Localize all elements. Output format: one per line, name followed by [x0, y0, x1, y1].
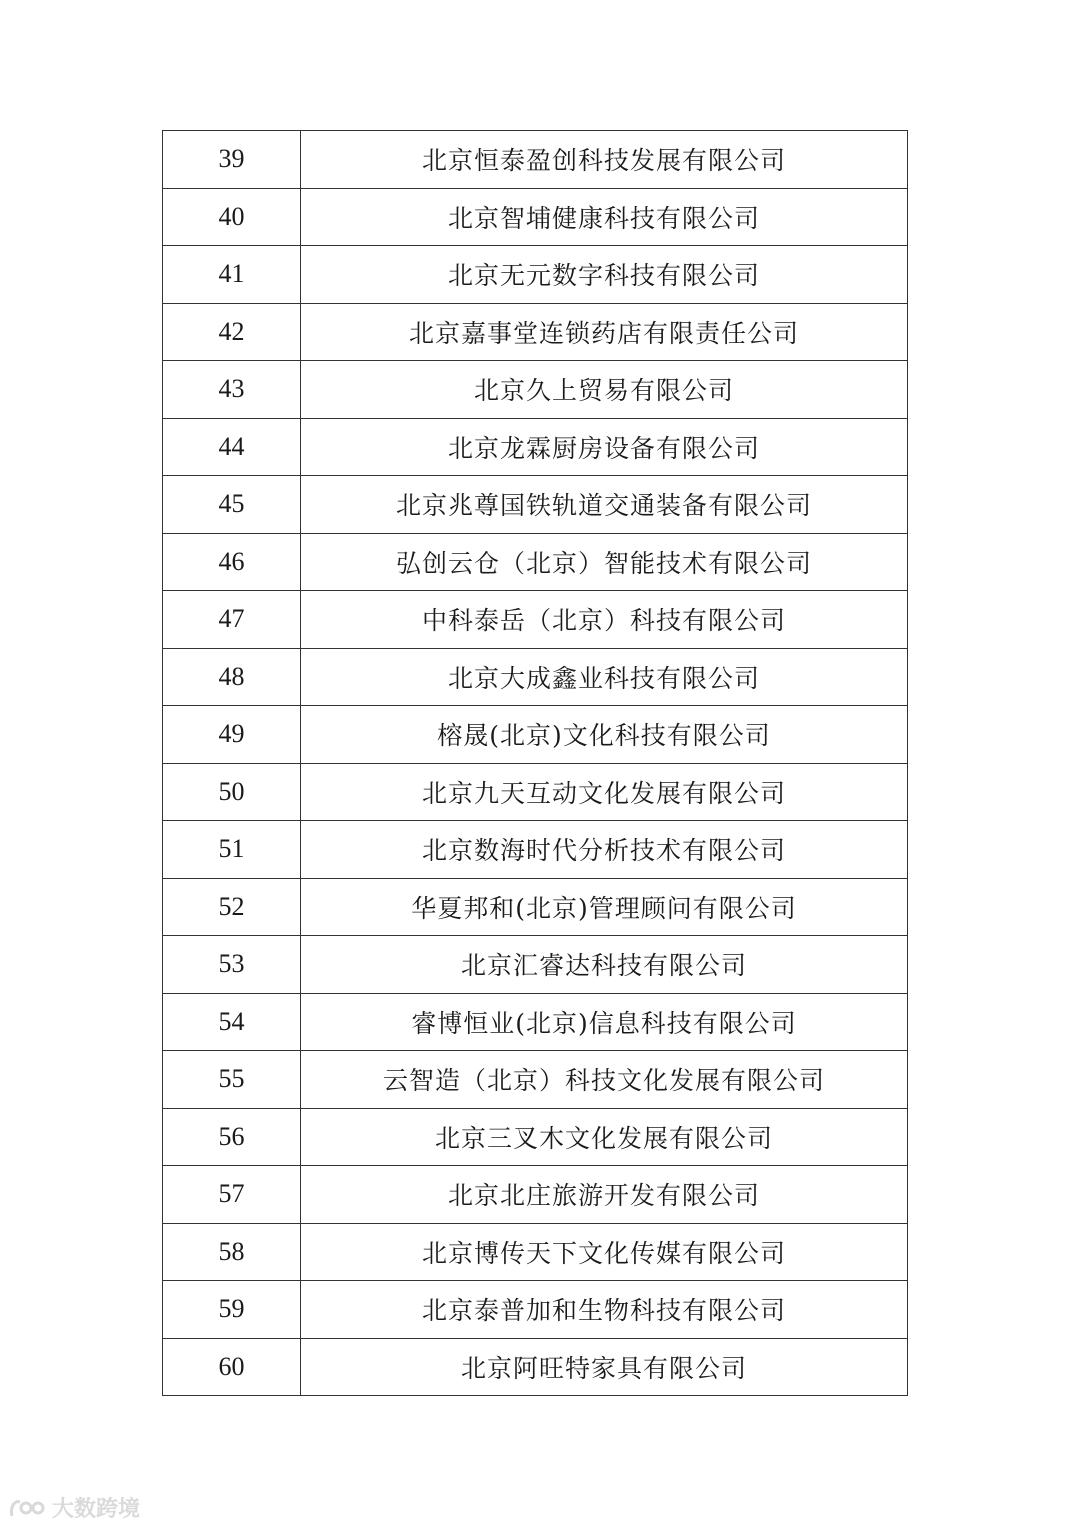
- company-name: 北京数海时代分析技术有限公司: [301, 821, 908, 879]
- row-number: 44: [163, 418, 301, 476]
- company-name: 北京嘉事堂连锁药店有限责任公司: [301, 303, 908, 361]
- company-list-table: [162, 130, 908, 1396]
- company-name: 北京恒泰盈创科技发展有限公司: [301, 131, 908, 189]
- table-row: [163, 476, 908, 534]
- table-row: [163, 361, 908, 419]
- brand-logo-icon: [8, 1496, 48, 1520]
- row-number: 40: [163, 188, 301, 246]
- table-row: [163, 1281, 908, 1339]
- row-number: 49: [163, 706, 301, 764]
- row-number: 59: [163, 1281, 301, 1339]
- company-name: 北京久上贸易有限公司: [301, 361, 908, 419]
- company-name: 中科泰岳（北京）科技有限公司: [301, 591, 908, 649]
- company-name: 北京北庄旅游开发有限公司: [301, 1166, 908, 1224]
- row-number: 48: [163, 648, 301, 706]
- row-number: 56: [163, 1108, 301, 1166]
- row-number: 55: [163, 1051, 301, 1109]
- row-number: 45: [163, 476, 301, 534]
- table-row: [163, 763, 908, 821]
- watermark-text: 大数跨境: [52, 1497, 141, 1522]
- company-list-table-wrapper: [162, 130, 907, 1396]
- company-name: 北京兆尊国铁轨道交通装备有限公司: [301, 476, 908, 534]
- row-number: 46: [163, 533, 301, 591]
- company-list-body: [163, 131, 908, 1396]
- table-row: [163, 706, 908, 764]
- table-row: [163, 821, 908, 879]
- company-name: 北京博传天下文化传媒有限公司: [301, 1223, 908, 1281]
- table-row: [163, 1108, 908, 1166]
- row-number: 43: [163, 361, 301, 419]
- row-number: 57: [163, 1166, 301, 1224]
- row-number: 60: [163, 1338, 301, 1396]
- table-row: [163, 1338, 908, 1396]
- row-number: 42: [163, 303, 301, 361]
- table-row: [163, 131, 908, 189]
- company-name: 北京三叉木文化发展有限公司: [301, 1108, 908, 1166]
- table-row: [163, 1223, 908, 1281]
- row-number: 58: [163, 1223, 301, 1281]
- table-row: [163, 591, 908, 649]
- company-name: 云智造（北京）科技文化发展有限公司: [301, 1051, 908, 1109]
- table-row: [163, 418, 908, 476]
- row-number: 39: [163, 131, 301, 189]
- table-row: [163, 878, 908, 936]
- company-name: 榕晟(北京)文化科技有限公司: [301, 706, 908, 764]
- table-row: [163, 1166, 908, 1224]
- row-number: 50: [163, 763, 301, 821]
- table-row: [163, 1051, 908, 1109]
- table-row: [163, 936, 908, 994]
- company-name: 北京汇睿达科技有限公司: [301, 936, 908, 994]
- table-row: [163, 246, 908, 304]
- row-number: 53: [163, 936, 301, 994]
- company-name: 北京无元数字科技有限公司: [301, 246, 908, 304]
- row-number: 41: [163, 246, 301, 304]
- company-name: 华夏邦和(北京)管理顾问有限公司: [301, 878, 908, 936]
- company-name: 北京阿旺特家具有限公司: [301, 1338, 908, 1396]
- row-number: 54: [163, 993, 301, 1051]
- row-number: 52: [163, 878, 301, 936]
- table-row: [163, 993, 908, 1051]
- company-name: 睿博恒业(北京)信息科技有限公司: [301, 993, 908, 1051]
- table-row: [163, 648, 908, 706]
- company-name: 北京大成鑫业科技有限公司: [301, 648, 908, 706]
- table-row: [163, 303, 908, 361]
- watermark: [8, 1492, 140, 1523]
- row-number: 51: [163, 821, 301, 879]
- company-name: 北京九天互动文化发展有限公司: [301, 763, 908, 821]
- company-name: 北京智埔健康科技有限公司: [301, 188, 908, 246]
- table-row: [163, 533, 908, 591]
- company-name: 北京龙霖厨房设备有限公司: [301, 418, 908, 476]
- company-name: 弘创云仓（北京）智能技术有限公司: [301, 533, 908, 591]
- table-row: [163, 188, 908, 246]
- row-number: 47: [163, 591, 301, 649]
- company-name: 北京泰普加和生物科技有限公司: [301, 1281, 908, 1339]
